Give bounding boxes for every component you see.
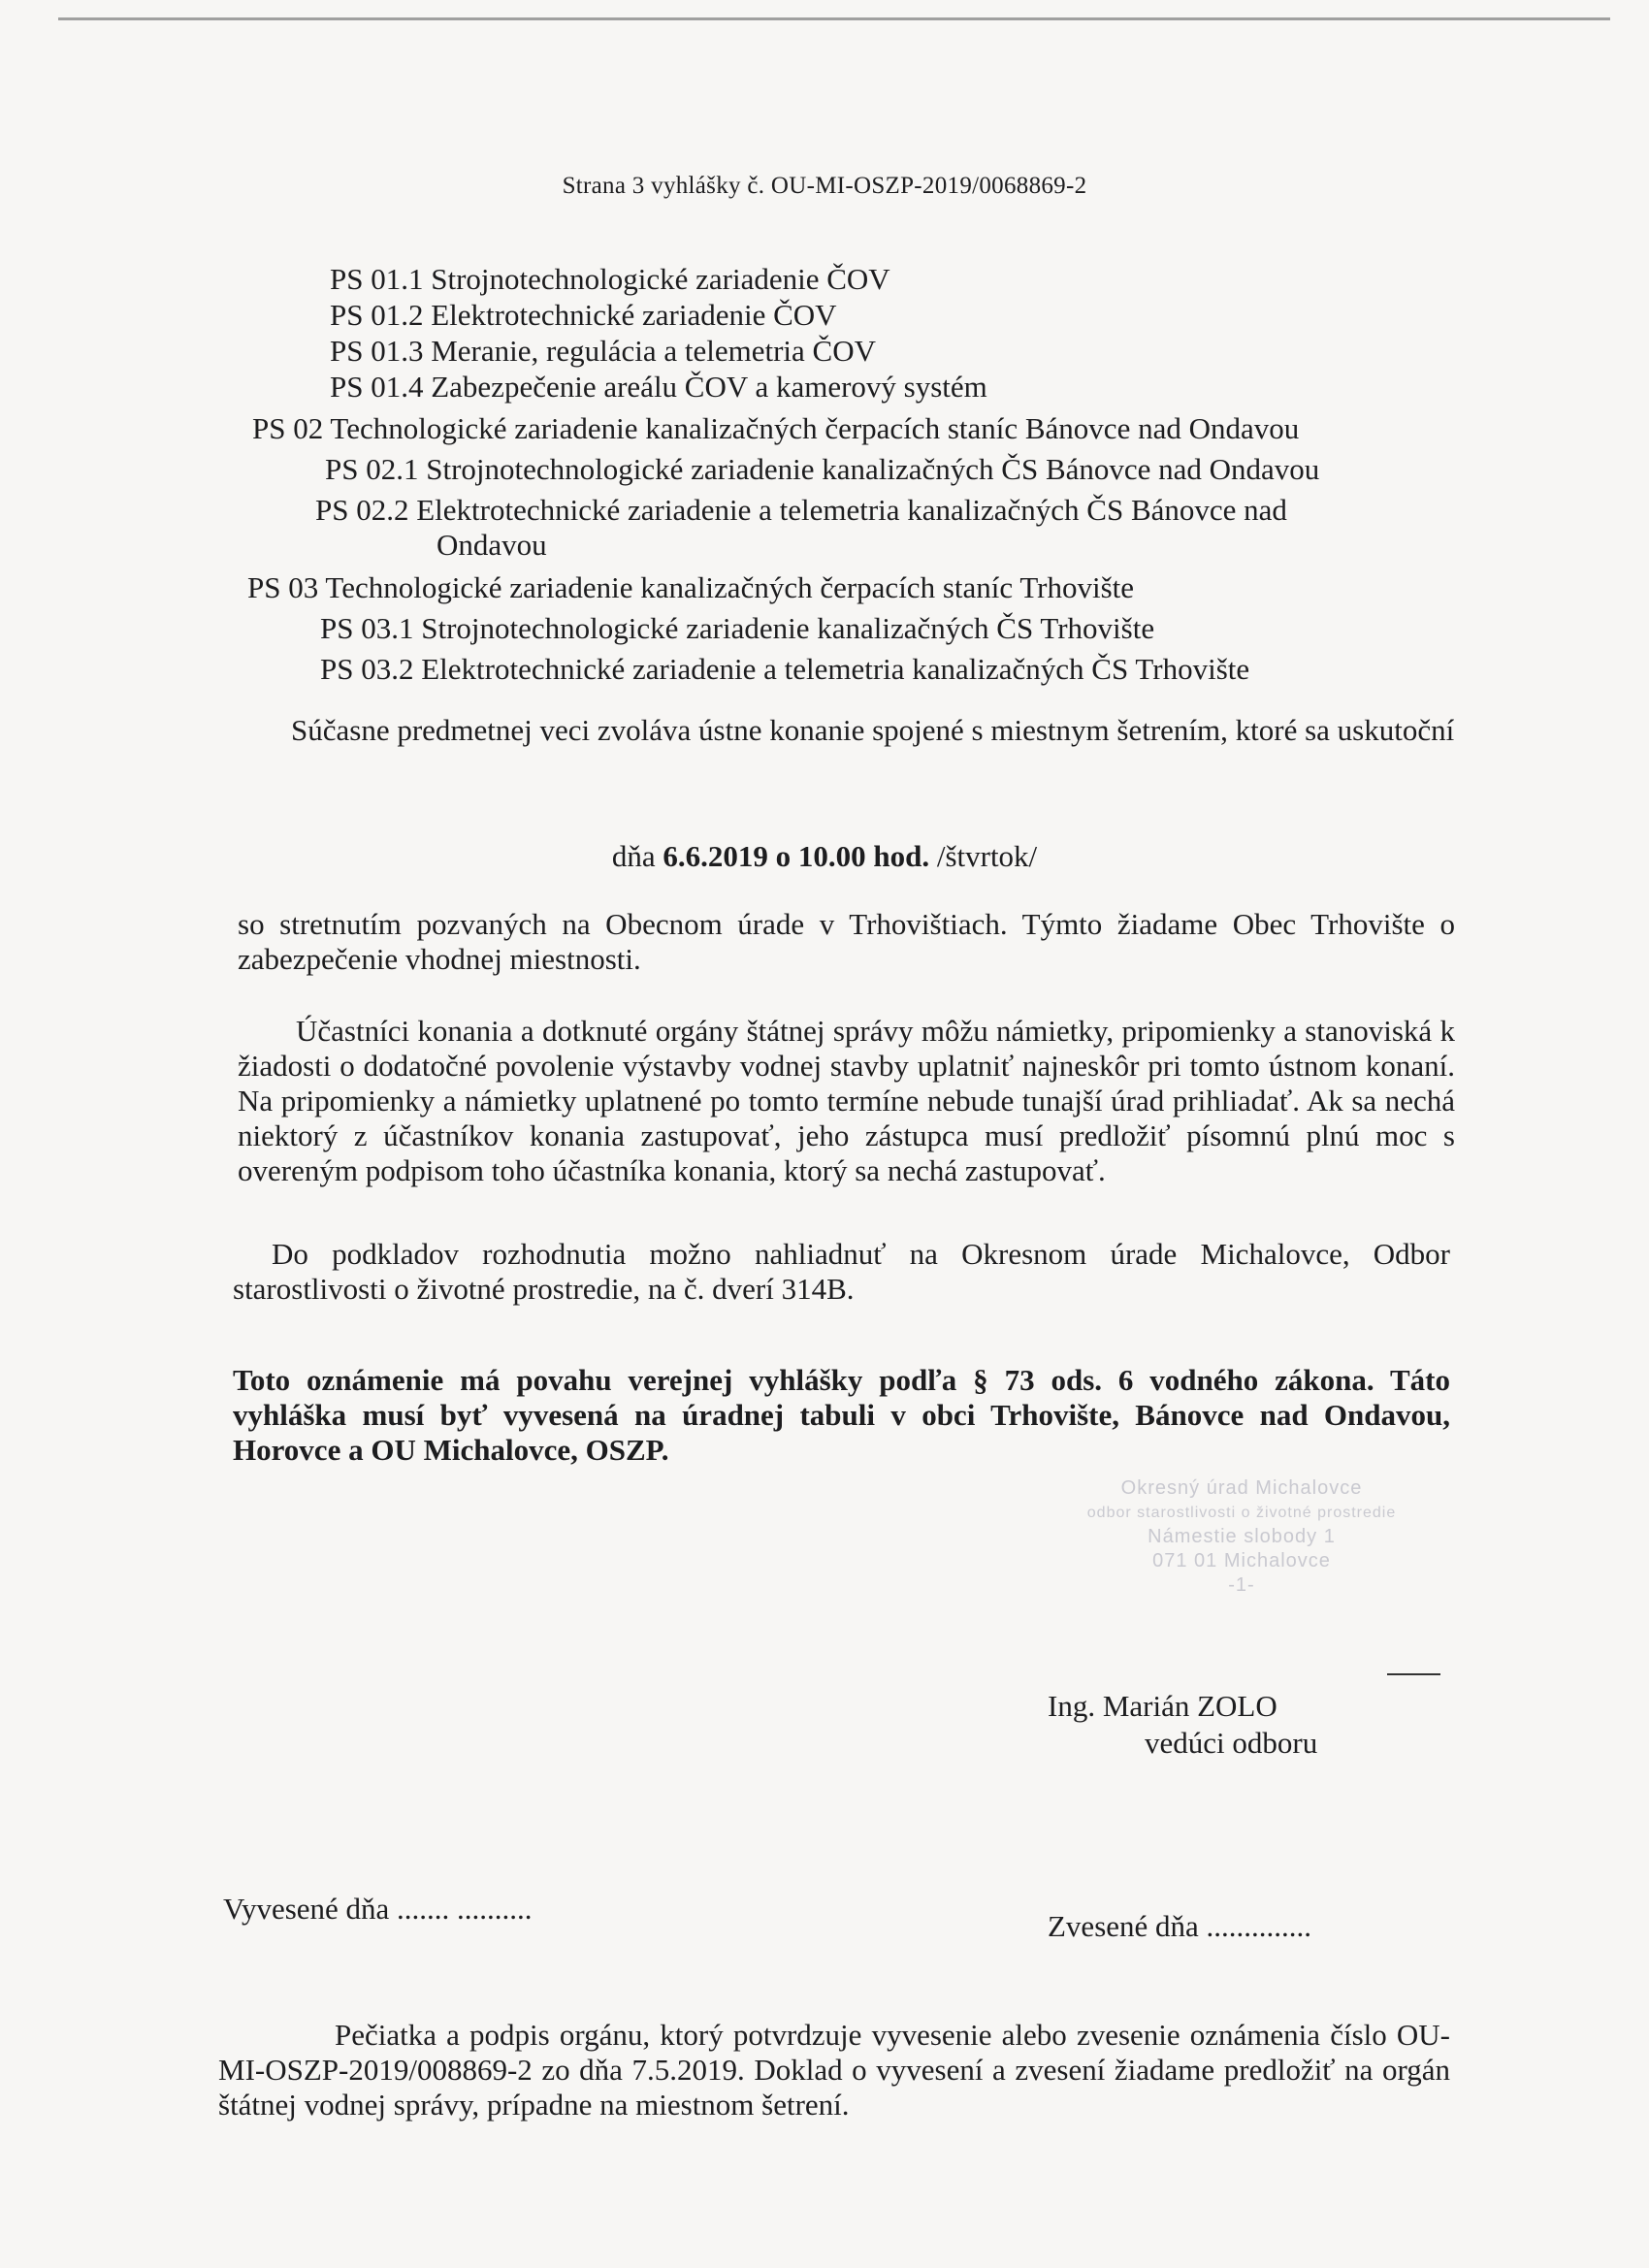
stamp-line: Námestie slobody 1 [1148, 1526, 1336, 1547]
meeting-place: so stretnutím pozvaných na Obecnom úrade v Trhovištiach. Týmto žiadame Obec Trhovište o zabezpečenie vhodnej miestnosti. [238, 907, 1455, 976]
office-stamp [1028, 1476, 1455, 1598]
hearing-date-prefix: dňa [611, 839, 663, 873]
ps-item: Ondavou [436, 528, 547, 562]
hearing-date [0, 839, 1649, 874]
ps-item: PS 01.4 Zabezpečenie areálu ČOV a kamerový systém [330, 370, 987, 404]
stamp-line: 071 01 Michalovce [1152, 1550, 1331, 1571]
ps-item: PS 02.2 Elektrotechnické zariadenie a telemetria kanalizačných ČS Bánovce nad [315, 493, 1287, 527]
ps-item: PS 01.1 Strojnotechnologické zariadenie ČOV [330, 262, 890, 296]
ps-item: PS 03.1 Strojnotechnologické zariadenie kanalizačných ČS Trhovište [320, 611, 1155, 645]
stamp-line: -1- [1228, 1574, 1255, 1596]
ps-item: PS 03.2 Elektrotechnické zariadenie a telemetria kanalizačných ČS Trhovište [320, 652, 1250, 686]
signatory-name: Ing. Marián ZOLO [1048, 1689, 1277, 1723]
stamp-line: Okresný úrad Michalovce [1120, 1477, 1363, 1499]
signature-stroke [1387, 1673, 1440, 1675]
hearing-date-value: 6.6.2019 o 10.00 hod. [663, 839, 930, 873]
ps-item: PS 02 Technologické zariadenie kanalizačných čerpacích staníc Bánovce nad Ondavou [252, 411, 1300, 445]
scan-top-edge [58, 17, 1610, 20]
posted-date-field: Vyvesené dňa ....... .......... [223, 1892, 533, 1926]
footer-paragraph [218, 2018, 1450, 2122]
ps-item: PS 02.1 Strojnotechnologické zariadenie kanalizačných ČS Bánovce nad Ondavou [325, 452, 1320, 486]
documents-paragraph: Do podkladov rozhodnutia možno nahliadnuť na Okresnom úrade Michalovce, Odbor starostlivosti o životné prostredie, na č. dverí 314B. [233, 1237, 1450, 1306]
hearing-date-suffix: /štvrtok/ [929, 839, 1038, 873]
ps-item: PS 01.3 Meranie, regulácia a telemetria ČOV [330, 334, 876, 368]
public-notice: Toto oznámenie má povahu verejnej vyhlášky podľa § 73 ods. 6 vodného zákona. Táto vyhláška musí byť vyvesená na úradnej tabuli v obci Trhovište, Bánovce nad Ondavou, Horovce a OU Michalovce, OSZP. [233, 1363, 1450, 1467]
ps-item: PS 01.2 Elektrotechnické zariadenie ČOV [330, 298, 837, 332]
stamp-line: odbor starostlivosti o životné prostredie [1086, 1505, 1397, 1521]
participants-paragraph: Účastníci konania a dotknuté orgány štátnej správy môžu námietky, pripomienky a stanoviská k žiadosti o dodatočné povolenie výstavby vodnej stavby uplatniť najneskôr pri tomto ústnom konaní. Na pripomienky a námietky uplatnené po tomto termíne nebude tunajší úrad prihliadať. Ak sa nechá niektorý z účastníkov konania zastupovať, jeho zástupca musí predložiť písomnú plnú moc s overeným podpisom toho účastníka konania, ktorý sa nechá zastupovať. [238, 1014, 1455, 1187]
page-header: Strana 3 vyhlášky č. OU-MI-OSZP-2019/0068869-2 [562, 173, 1087, 199]
removed-date-field: Zvesené dňa .............. [1048, 1909, 1312, 1943]
signature-block [1048, 1688, 1317, 1762]
hearing-intro: Súčasne predmetnej veci zvoláva ústne konanie spojené s miestnym šetrením, ktoré sa uskutoční [291, 713, 1455, 747]
footer-text: Pečiatka a podpis orgánu, ktorý potvrdzuje vyvesenie alebo zvesenie oznámenia číslo OU-MI-OSZP-2019/008869-2 zo dňa 7.5.2019. Doklad o vyvesení a zvesení žiadame predložiť na orgán štátnej vodnej správy, prípadne na miestnom šetrení. [218, 2018, 1450, 2122]
signatory-role: vedúci odboru [1145, 1726, 1318, 1760]
ps-item: PS 03 Technologické zariadenie kanalizačných čerpacích staníc Trhovište [247, 570, 1135, 604]
